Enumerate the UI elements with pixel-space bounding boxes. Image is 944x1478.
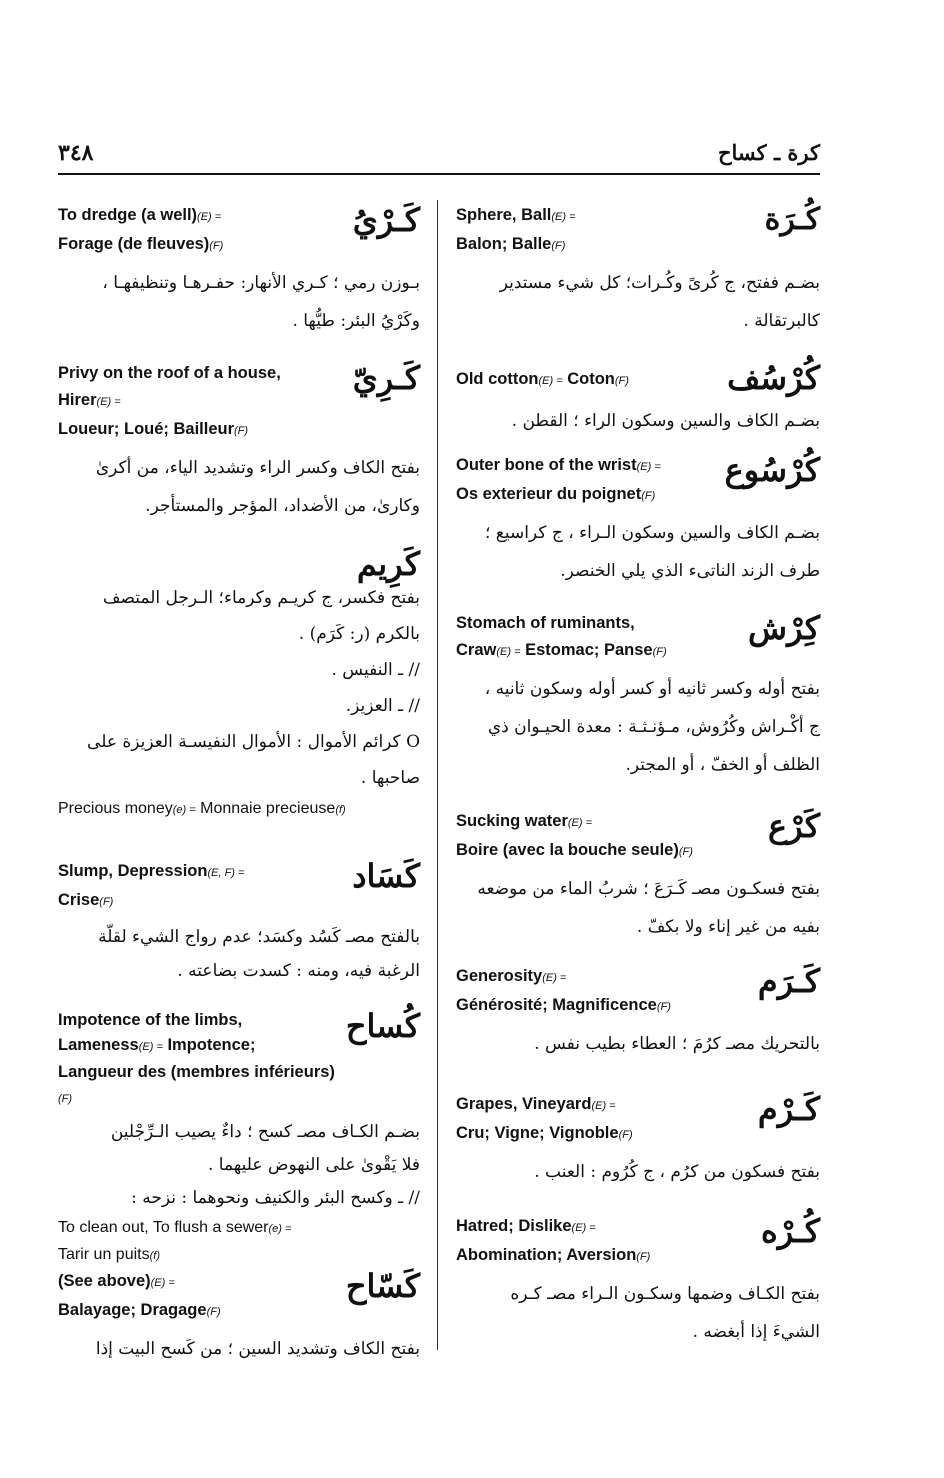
headword: كُرْسُف [727, 359, 820, 397]
english-gloss-2: Hirer [58, 391, 97, 409]
arabic-definition: بضـم ففتح، ج كُرىً وكُـرات؛ كل شيء مستدير كالبرتقالة . [499, 273, 820, 331]
entry-gloss: Generosity(E) = Générosité; Magnificence(F) [456, 967, 671, 1014]
arabic-definition: بفتح الكـاف وضمها وسكـون الـراء مصـ كـره الشيءَ إذا أبغضه . [510, 1284, 820, 1342]
entry-translation: Precious money(e) = Monnaie precieuse(f) [58, 800, 346, 817]
english-gloss: Hatred; Dislike [456, 1217, 572, 1235]
headword: كَـرْم [757, 1090, 820, 1128]
entry-head [456, 806, 820, 866]
french-gloss: Os exterieur du poignet [456, 485, 642, 503]
entry-translation: To clean out, To flush a sewer(e) = Tarir un puits(f) [58, 1219, 292, 1263]
entry-head [58, 358, 420, 445]
arabic-definition: بالفتح مصـ كَسُد وكسَد؛ عدم رواج الشيء لقلّة الرغبة فيه، ومنه : كسدت بضاعته . [98, 927, 420, 981]
english-gloss: Privy on the roof of a house, [58, 364, 281, 382]
french-gloss: Cru; Vigne; Vignoble [456, 1124, 619, 1142]
arabic-definition: بالتحريك مصـ كرُمَ ؛ العطاء بطيب نفس . [534, 1034, 820, 1054]
entry-head [456, 1211, 820, 1271]
left-column [58, 200, 420, 1378]
french-gloss: Balayage; Dragage [58, 1301, 207, 1319]
entry-head [456, 358, 820, 398]
english-gloss: Generosity [456, 967, 543, 985]
dictionary-entry [456, 608, 820, 796]
english-gloss: Stomach of ruminants, [456, 614, 635, 632]
headword: كَسّاح [345, 1267, 420, 1305]
headword: كَـرْيُ [352, 201, 420, 239]
arabic-definition: بـوزن رمي ؛ كـري الأنهار: حفـرهـا وتنظيفهـا ، وكَرْيُ البئر: طيُّها . [102, 273, 420, 331]
entry-gloss: To dredge (a well)(E) = Forage (de fleuves)(F) [58, 206, 224, 253]
entry-head [456, 200, 820, 260]
french-gloss: Abomination; Aversion [456, 1246, 637, 1264]
english-gloss: Old cotton [456, 370, 539, 388]
entry-gloss: Stomach of ruminants, Craw(E) = Estomac; Panse(F) [456, 614, 667, 659]
english-gloss: Grapes, Vineyard [456, 1095, 592, 1113]
dictionary-entry [58, 1266, 420, 1368]
entry-head [456, 961, 820, 1021]
headword: كُـرْه [760, 1212, 820, 1250]
entry-gloss: Slump, Depression(E, F) = Crise(F) [58, 862, 245, 909]
arabic-definition: بضـم الكـاف مصـ كسح ؛ داءٌ يصيب الـرِّجْلين فلا يَقْوىٰ على النهوض عليهما . // ـ وكسح البئر والكنيف ونحوهما : نزحه : [110, 1122, 420, 1208]
entry-gloss: (See above)(E) = Balayage; Dragage(F) [58, 1272, 221, 1319]
entry-gloss: Old cotton(E) = Coton(F) [456, 370, 629, 388]
dictionary-entry [456, 1211, 820, 1351]
headword: كَرْع [768, 807, 820, 845]
entry-head [456, 608, 820, 666]
headword: كَـرِيّ [352, 359, 420, 397]
french-gloss: Coton [567, 370, 615, 388]
arabic-definition: بفتح الكاف وكسر الراء وتشديد الياء، من أكرىٰ وكارىٰ، من الأضداد، المؤجر والمستأجر. [95, 458, 420, 516]
french-gloss: Balon; Balle [456, 235, 552, 253]
arabic-definition: بضـم الكاف والسين وسكون الـراء ، ج كراسيع ؛ طرف الزند الناتىء الذي يلي الخنصر. [484, 523, 820, 581]
dictionary-entry [456, 450, 820, 598]
page-header [58, 140, 820, 174]
dictionary-entry [456, 961, 820, 1079]
english-gloss: To dredge (a well) [58, 206, 198, 224]
dictionary-entry [58, 200, 420, 348]
french-gloss: Tarir un puits [58, 1246, 150, 1263]
english-gloss: (See above) [58, 1272, 151, 1290]
arabic-definition: بفتح أوله وكسر ثانيه أو كسر أوله وسكون ثانيه ، ج أكْـراش وكُرُوش، مـؤنـثـة : معدة الحيـوان ذي الظلف أو الخفّ ، أو المجتر. [484, 679, 820, 775]
entry-head [58, 1266, 420, 1326]
entry-gloss: Sphere, Ball(E) = Balon; Balle(F) [456, 206, 576, 253]
entry-gloss: Privy on the roof of a house, Hirer(E) = Loueur; Loué; Bailleur(F) [58, 364, 281, 438]
page-number: ٣٤٨ [58, 140, 94, 166]
entry-gloss: Sucking water(E) = Boire (avec la bouche seule)(F) [456, 812, 693, 859]
entry-gloss: Impotence of the limbs, Lameness(E) = Impotence; Langueur des (membres inférieurs)(F) [58, 1011, 335, 1105]
arabic-definition: بفتح فسكـون مصـ كَـرَعَ ؛ شربُ الماء من موضعه بفيه من غير إناء ولا بكفّ . [477, 879, 820, 937]
french-gloss: Crise [58, 891, 100, 909]
french-gloss: Boire (avec la bouche seule) [456, 841, 679, 859]
french-gloss: Loueur; Loué; Bailleur [58, 420, 235, 438]
arabic-definition: بفتح الكاف وتشديد السين ؛ من كَسح البيت إذا [95, 1339, 420, 1359]
dictionary-entry [456, 200, 820, 348]
headword: كَـرَم [757, 962, 820, 1000]
english-gloss: To clean out, To flush a sewer [58, 1219, 269, 1236]
english-gloss-2: Craw [456, 641, 497, 659]
entry-head [58, 200, 420, 260]
running-head: كرة ـ كساح [717, 140, 820, 165]
french-gloss: Estomac; Panse [525, 641, 653, 659]
dictionary-entry [58, 856, 420, 996]
english-gloss: Outer bone of the wrist [456, 456, 637, 474]
english-gloss-2: Lameness [58, 1036, 139, 1054]
entry-head [456, 1089, 820, 1149]
headword: كَرِيم [356, 545, 420, 583]
dictionary-entry [456, 358, 820, 440]
french-gloss: Générosité; Magnificence [456, 996, 657, 1014]
entry-head [58, 1006, 420, 1112]
dictionary-entry [58, 1006, 420, 1263]
french-gloss: Langueur des (membres inférieurs) [58, 1063, 335, 1081]
headword: كِرْش [748, 609, 820, 647]
french-gloss: Forage (de fleuves) [58, 235, 210, 253]
header-rule [58, 173, 820, 175]
entry-gloss: Outer bone of the wrist(E) = Os exterieur du poignet(F) [456, 456, 661, 503]
column-divider [437, 200, 438, 1350]
arabic-definition: بفتح فكسر، ج كريـم وكرماء؛ الـرجل المتصف بالكرم (ر: كَرَم) . // ـ النفيس . // ـ العزيز. O كرائم الأموال : الأموال النفيسـة العزيزة على صاحبها . [87, 588, 420, 788]
entry-gloss: Hatred; Dislike(E) = Abomination; Aversion(F) [456, 1217, 651, 1264]
entry-head [58, 856, 420, 916]
english-gloss: Precious money [58, 800, 173, 817]
right-column [456, 200, 820, 1361]
english-gloss: Slump, Depression [58, 862, 208, 880]
headword: كُرْسُوع [724, 451, 820, 489]
headword: كُساح [345, 1007, 420, 1045]
entry-head [456, 450, 820, 510]
dictionary-entry [58, 544, 420, 846]
dictionary-entry [58, 358, 420, 534]
arabic-definition: بفتح فسكون من كرُم ، ج كُرُوم : العنب . [534, 1162, 820, 1182]
entry-head [58, 544, 420, 584]
english-gloss: Sucking water [456, 812, 568, 830]
english-gloss: Impotence of the limbs, [58, 1011, 243, 1029]
arabic-definition: بضـم الكاف والسين وسكون الراء ؛ القطن . [511, 411, 820, 431]
english-gloss: Sphere, Ball [456, 206, 552, 224]
headword: كُـرَة [764, 202, 820, 237]
entry-gloss: Grapes, Vineyard(E) = Cru; Vigne; Vignoble(F) [456, 1095, 633, 1142]
dictionary-entry [456, 806, 820, 951]
headword: كَسَاد [352, 857, 420, 895]
french-gloss: Monnaie precieuse [200, 800, 336, 817]
dictionary-entry [456, 1089, 820, 1201]
